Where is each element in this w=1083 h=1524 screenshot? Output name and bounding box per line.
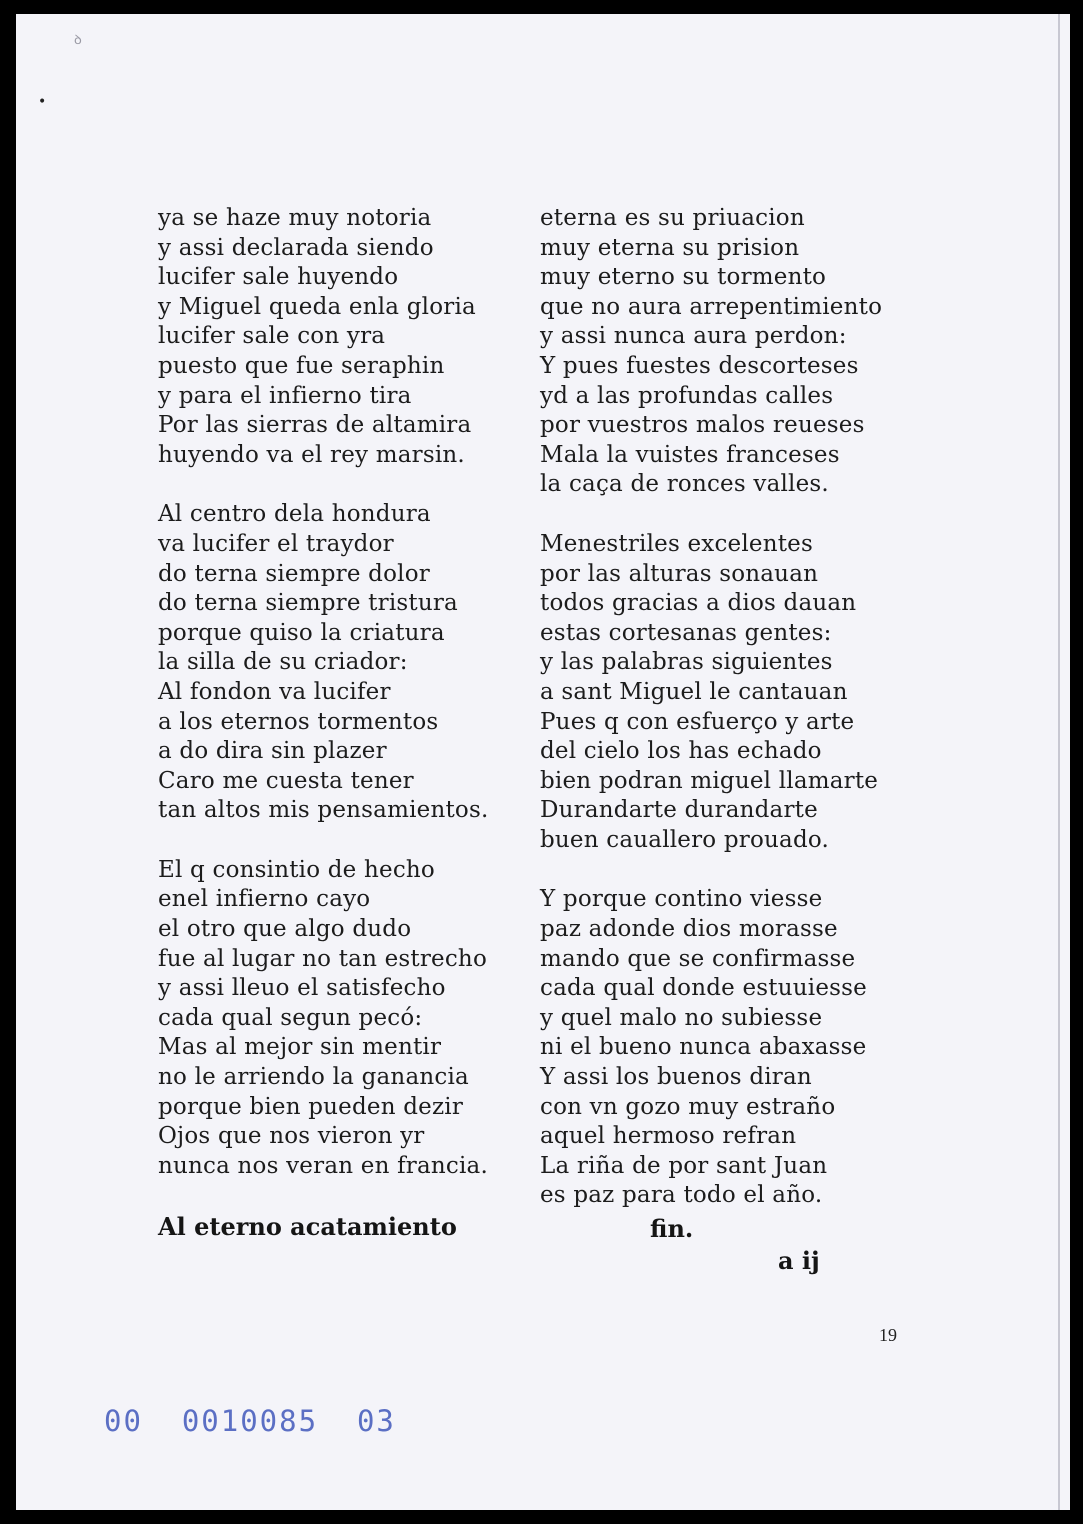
- verse-line: yd a las profundas calles: [540, 382, 834, 409]
- verse-line: por vuestros malos reueses: [540, 412, 865, 439]
- verse-line: con vn gozo muy estraño: [540, 1093, 836, 1120]
- verse-line: y assi lleuo el satisfecho: [158, 975, 446, 1002]
- verse-line: buen cauallero prouado.: [540, 826, 830, 853]
- verse-line: y assi declarada siendo: [158, 234, 434, 261]
- stanza: [540, 530, 900, 856]
- verse-line: paz adonde dios morasse: [540, 916, 838, 943]
- verse-line: que no aura arrepentimiento: [540, 293, 883, 320]
- verse-line: a sant Miguel le cantauan: [540, 678, 848, 705]
- verse-line: Al fondon va lucifer: [158, 678, 391, 705]
- verse-line: lucifer sale huyendo: [158, 264, 399, 291]
- verse-line: Mas al mejor sin mentir: [158, 1034, 442, 1061]
- verse-line: y las palabras siguientes: [540, 649, 833, 676]
- verse-line: Ojos que nos vieron yr: [158, 1123, 425, 1150]
- page-number: 19: [879, 1325, 897, 1345]
- verse-line: cada qual donde estuuiesse: [540, 975, 867, 1002]
- verse-line: La riña de por sant Juan: [540, 1152, 828, 1179]
- verse-line: por las alturas sonauan: [540, 560, 819, 587]
- verse-line: nunca nos veran en francia.: [158, 1152, 488, 1179]
- fin-marker: fin.: [650, 1214, 694, 1243]
- stanza: [540, 885, 900, 1211]
- stanza: [540, 204, 900, 500]
- verse-line: la caça de ronces valles.: [540, 471, 829, 498]
- signature-mark: a ij: [778, 1246, 820, 1275]
- verse-line: do terna siempre dolor: [158, 560, 430, 587]
- scanned-page: [16, 14, 1070, 1510]
- verse-line: porque bien pueden dezir: [158, 1093, 464, 1120]
- verse-line: a los eternos tormentos: [158, 708, 439, 735]
- verse-line: Menestriles excelentes: [540, 530, 813, 557]
- verse-line: Durandarte durandarte: [540, 797, 818, 824]
- right-verse-column: [540, 204, 900, 1241]
- verse-line: es paz para todo el año.: [540, 1182, 823, 1209]
- archive-stamp: 00 0010085 03: [104, 1404, 396, 1438]
- verse-line: ni el bueno nunca abaxasse: [540, 1034, 867, 1061]
- verse-line: del cielo los has echado: [540, 738, 822, 765]
- verse-line: va lucifer el traydor: [158, 530, 394, 557]
- left-verse-column: [158, 204, 518, 1211]
- verse-line: El q consintio de hecho: [158, 856, 435, 883]
- verse-line: Por las sierras de altamira: [158, 412, 472, 439]
- verse-line: mando que se confirmasse: [540, 945, 856, 972]
- verse-line: muy eterno su tormento: [540, 264, 827, 291]
- verse-line: tan altos mis pensamientos.: [158, 797, 489, 824]
- verse-line: y para el infierno tira: [158, 382, 412, 409]
- verse-line: huyendo va el rey marsin.: [158, 441, 465, 468]
- corner-mark: ꝺ: [74, 33, 82, 48]
- verse-line: cada qual segun pecó:: [158, 1004, 423, 1031]
- verse-line: ya se haze muy notoria: [158, 205, 432, 231]
- verse-line: la silla de su criador:: [158, 649, 408, 676]
- verse-line: puesto que fue seraphin: [158, 352, 445, 379]
- verse-line: do terna siempre tristura: [158, 590, 458, 617]
- stanza: [158, 500, 518, 826]
- verse-line: a do dira sin plazer: [158, 738, 387, 765]
- verse-line: y quel malo no subiesse: [540, 1004, 823, 1031]
- verse-line: enel infierno cayo: [158, 886, 371, 913]
- stanza: [158, 856, 518, 1182]
- verse-line: el otro que algo dudo: [158, 916, 412, 943]
- verse-line: Mala la vuistes franceses: [540, 441, 840, 468]
- verse-line: estas cortesanas gentes:: [540, 619, 832, 646]
- verse-line: Al centro dela hondura: [158, 501, 431, 528]
- left-closing-line: Al eterno acatamiento: [158, 1212, 457, 1241]
- verse-line: todos gracias a dios dauan: [540, 590, 857, 617]
- verse-line: Caro me cuesta tener: [158, 767, 414, 794]
- verse-line: Y assi los buenos diran: [540, 1064, 812, 1091]
- verse-line: y Miguel queda enla gloria: [158, 293, 476, 320]
- verse-line: bien podran miguel llamarte: [540, 767, 879, 794]
- verse-line: eterna es su priuacion: [540, 205, 805, 231]
- verse-line: Pues q con esfuerço y arte: [540, 708, 855, 735]
- verse-line: Y pues fuestes descorteses: [540, 352, 859, 379]
- verse-line: Y porque contino viesse: [540, 886, 823, 913]
- verse-line: no le arriendo la ganancia: [158, 1064, 469, 1091]
- verse-line: porque quiso la criatura: [158, 619, 445, 646]
- verse-line: muy eterna su prision: [540, 234, 800, 261]
- stanza: [158, 204, 518, 470]
- verse-line: lucifer sale con yra: [158, 323, 386, 350]
- verse-line: aquel hermoso refran: [540, 1123, 797, 1150]
- verse-line: fue al lugar no tan estrecho: [158, 945, 487, 972]
- page-edge-rule: [1058, 14, 1060, 1510]
- stray-ink-mark: •: [38, 94, 47, 110]
- verse-line: y assi nunca aura perdon:: [540, 323, 847, 350]
